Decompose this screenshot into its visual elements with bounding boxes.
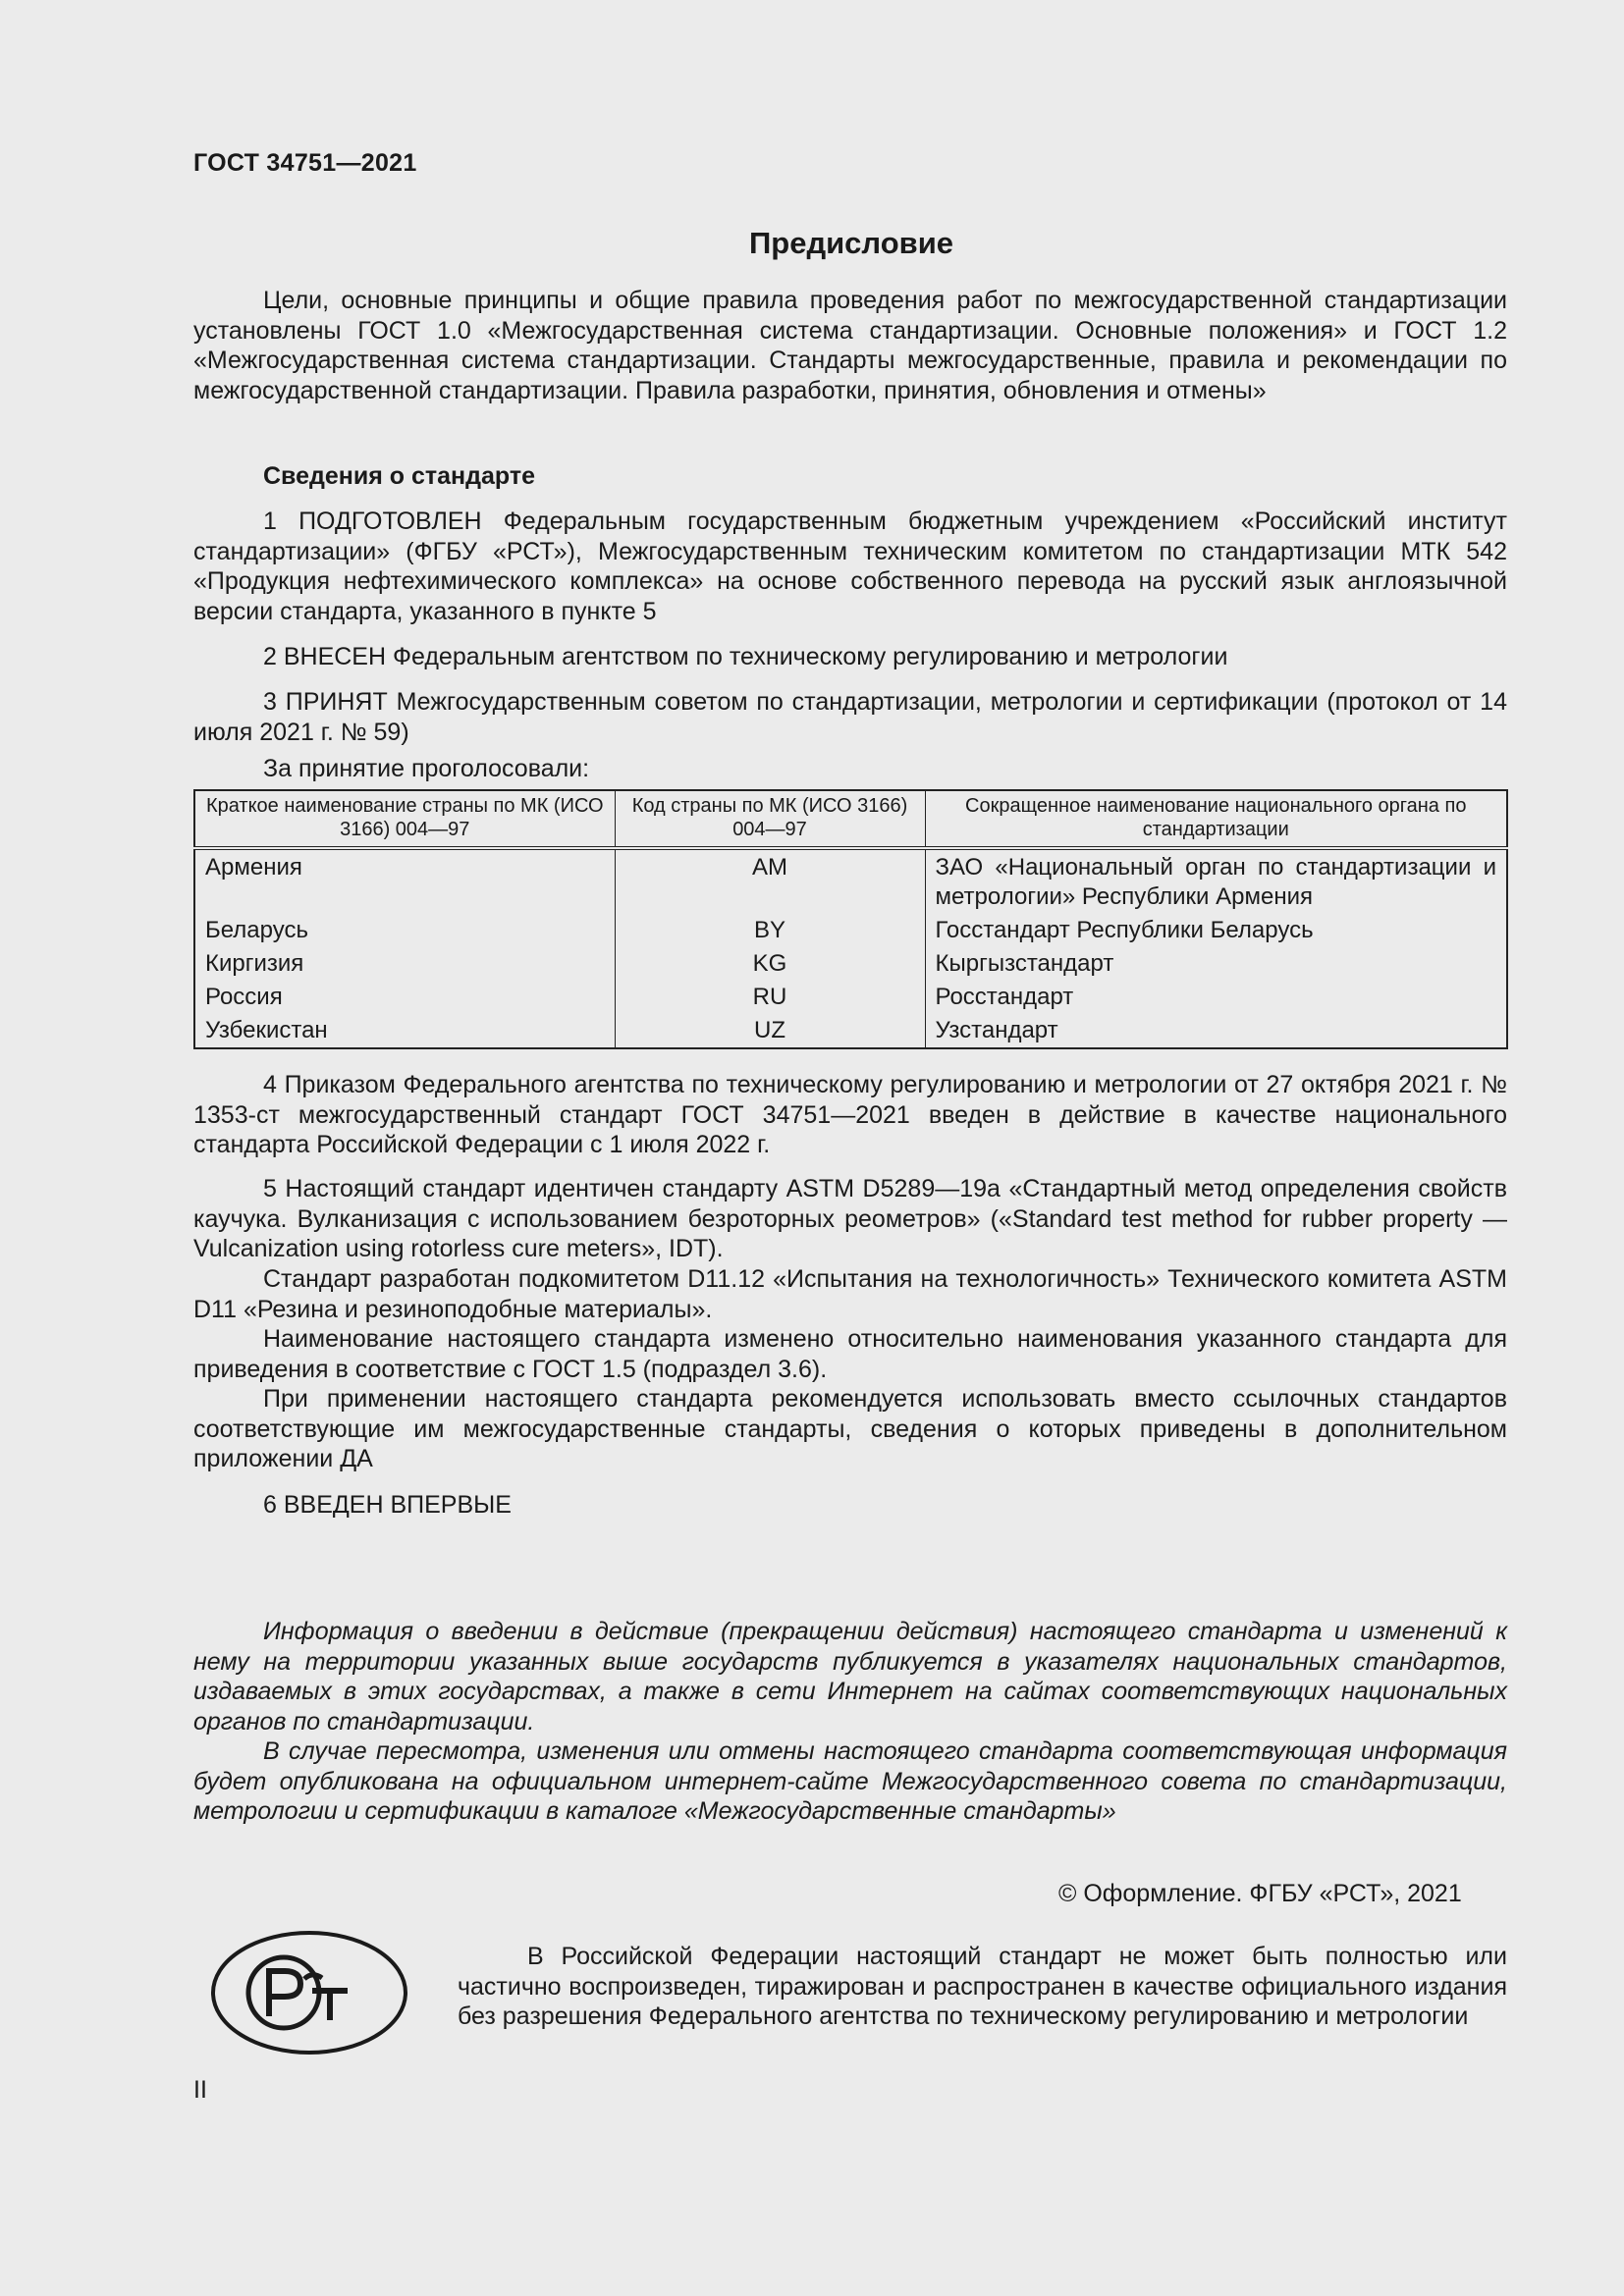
item-3-paragraph: 3 ПРИНЯТ Межгосударственным советом по стандартизации, метрологии и сертификации (протокол от 14 июля 2021 г. № 59) xyxy=(193,688,1507,746)
country-cell: Беларусь xyxy=(194,912,615,945)
code-cell: UZ xyxy=(615,1012,925,1048)
table-row xyxy=(194,1012,1507,1048)
table-header-country: Краткое наименование страны по МК (ИСО 3166) 004—97 xyxy=(194,790,615,848)
body-cell: Кыргызстандарт xyxy=(925,945,1507,979)
page-title: Предисловие xyxy=(748,226,953,260)
code-cell: KG xyxy=(615,945,925,979)
page-number: II xyxy=(193,2076,207,2104)
item-1-paragraph: 1 ПОДГОТОВЛЕН Федеральным государственным бюджетным учреждением «Российский институт стандартизации» (ФГБУ «РСТ»), Межгосударственным техническим комитетом по стандартизации МТК 542 «Продукция нефтехимического комплекса» на основе собственного перевода на русский язык англоязычной версии стандарта, указанного в пункте 5 xyxy=(193,507,1507,625)
table-header-body: Сокращенное наименование национального органа по стандартизации xyxy=(925,790,1507,848)
section-heading: Сведения о стандарте xyxy=(263,462,536,490)
item-5-subcommittee: Стандарт разработан подкомитетом D11.12 «Испытания на технологичность» Технического комитета ASTM D11 «Резина и резиноподобные материалы». xyxy=(193,1265,1507,1323)
country-cell: Россия xyxy=(194,979,615,1012)
item-2-paragraph: 2 ВНЕСЕН Федеральным агентством по техническому регулированию и метрологии xyxy=(263,643,1228,670)
intro-paragraph: Цели, основные принципы и общие правила проведения работ по межгосударственной стандартизации установлены ГОСТ 1.0 «Межгосударственная система стандартизации. Основные положения» и ГОСТ 1.2 «Межгосударственная система стандартизации. Стандарты межгосударственные, правила и рекомендации по межгосударственной стандартизации. Правила разработки, принятия, обновления и отмены» xyxy=(193,287,1507,404)
table-row xyxy=(194,912,1507,945)
body-cell: ЗАО «Национальный орган по стандартизации и метрологии» Республики Армения xyxy=(925,850,1507,912)
table-row xyxy=(194,945,1507,979)
table-row xyxy=(194,979,1507,1012)
code-cell: RU xyxy=(615,979,925,1012)
note-info-paragraph: Информация о введении в действие (прекращении действия) настоящего стандарта и изменений к нему на территории указанных выше государств публикуется в указателях национальных стандартов, издаваемых в этих государствах, а также в сети Интернет на сайтах соответствующих национальных органов по стандартизации. xyxy=(193,1618,1507,1735)
countries-table xyxy=(193,789,1508,1049)
rights-paragraph: В Российской Федерации настоящий стандарт не может быть полностью или частично воспроизведен, тиражирован и распространен в качестве официального издания без разрешения Федерального агентства по техническому регулированию и метрологии xyxy=(458,1943,1507,2030)
note-revision-paragraph: В случае пересмотра, изменения или отмены настоящего стандарта соответствующая информация будет опубликована на официальном интернет-сайте Межгосударственного совета по стандартизации, метрологии и сертификации в каталоге «Межгосударственные стандарты» xyxy=(193,1737,1507,1825)
table-header-row xyxy=(194,790,1507,848)
table-row xyxy=(194,850,1507,912)
item-5-references: При применении настоящего стандарта рекомендуется использовать вместо ссылочных стандартов соответствующие им межгосударственные стандарты, сведения о которых приведены в дополнительном приложении ДА xyxy=(193,1385,1507,1472)
table-header-code: Код страны по МК (ИСО 3166) 004—97 xyxy=(615,790,925,848)
body-cell: Росстандарт xyxy=(925,979,1507,1012)
item-5-paragraph: 5 Настоящий стандарт идентичен стандарту ASTM D5289—19a «Стандартный метод определения свойств каучука. Вулканизация с использованием безроторных реометров» («Standard test method for rubber property — Vulcanization using rotorless cure meters», IDT). xyxy=(193,1175,1507,1262)
body-cell: Госстандарт Республики Беларусь xyxy=(925,912,1507,945)
country-cell: Узбекистан xyxy=(194,1012,615,1048)
item-5-name-change: Наименование настоящего стандарта изменено относительно наименования указанного стандарта для приведения в соответствие с ГОСТ 1.5 (подраздел 3.6). xyxy=(193,1325,1507,1383)
item-4-paragraph: 4 Приказом Федерального агентства по техническому регулированию и метрологии от 27 октября 2021 г. № 1353-ст межгосударственный стандарт ГОСТ 34751—2021 введен в действие в качестве национального стандарта Российской Федерации с 1 июля 2022 г. xyxy=(193,1071,1507,1158)
pct-logo-icon xyxy=(210,1930,408,2056)
document-code: ГОСТ 34751—2021 xyxy=(193,149,417,177)
code-cell: AM xyxy=(615,850,925,912)
item-6-paragraph: 6 ВВЕДЕН ВПЕРВЫЕ xyxy=(263,1491,512,1519)
code-cell: BY xyxy=(615,912,925,945)
country-cell: Армения xyxy=(194,850,615,912)
vote-intro: За принятие проголосовали: xyxy=(263,755,590,782)
body-cell: Узстандарт xyxy=(925,1012,1507,1048)
copyright-line: © Оформление. ФГБУ «РСТ», 2021 xyxy=(1058,1880,1462,1907)
country-cell: Киргизия xyxy=(194,945,615,979)
